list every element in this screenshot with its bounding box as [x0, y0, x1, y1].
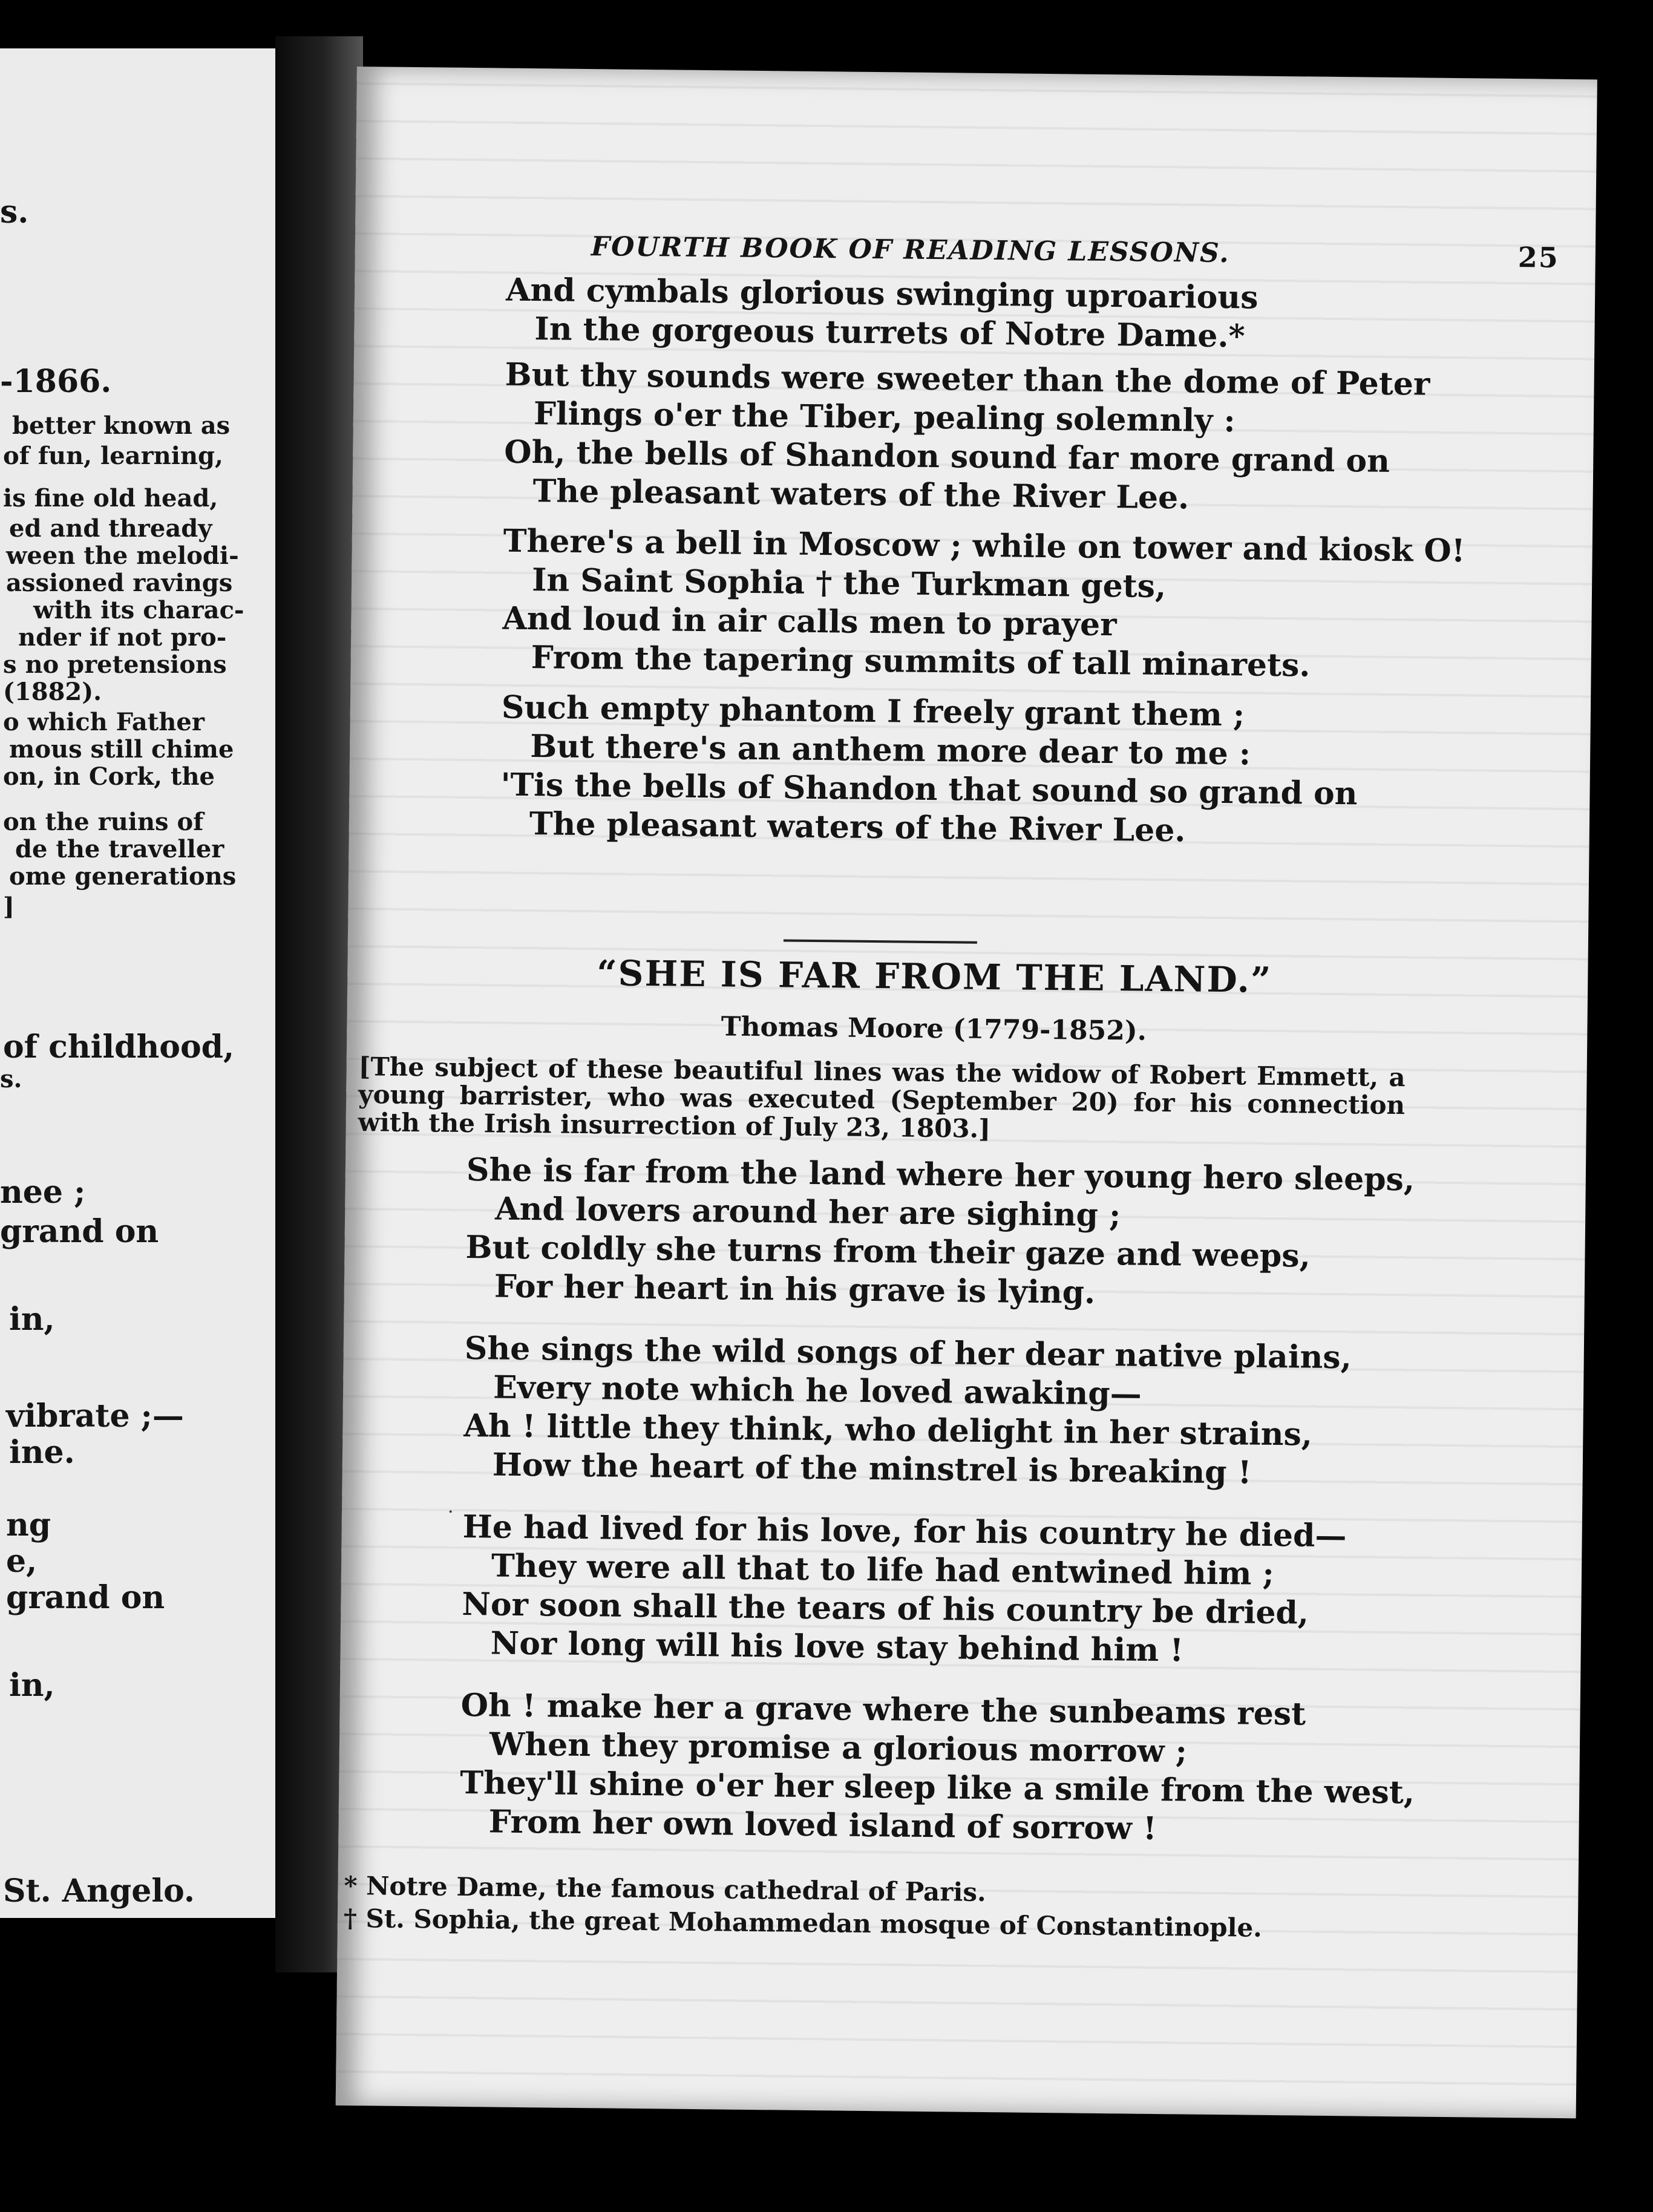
verse-line: 'Tis the bells of Shandon that sound so grand on	[500, 766, 1358, 813]
previous-page-text-fragment: (1882).	[3, 678, 102, 706]
previous-page-text-fragment: is fine old head,	[3, 484, 218, 512]
previous-page-text-fragment: ng	[6, 1507, 51, 1543]
verse-line: But coldly she turns from their gaze and weeps,	[465, 1228, 1311, 1275]
verse-line: The pleasant waters of the River Lee.	[532, 473, 1190, 517]
previous-page-text-fragment: in,	[9, 1667, 55, 1704]
previous-page-text-fragment: ine.	[9, 1434, 75, 1471]
verse-line: Every note which he loved awaking—	[493, 1369, 1142, 1413]
previous-page-text-fragment: better known as	[12, 411, 231, 440]
shandon-stanza	[502, 522, 1465, 687]
verse-line: There's a bell in Moscow ; while on tower and kiosk O!	[503, 522, 1465, 570]
previous-page-text-fragment: in,	[9, 1301, 55, 1338]
verse-line: Ah ! little they think, who delight in her strains,	[463, 1407, 1313, 1453]
previous-page-text-fragment: St. Angelo.	[3, 1873, 195, 1909]
verse-line: Such empty phantom I freely grant them ;	[501, 689, 1245, 734]
verse-line: He had lived for his love, for his country he died—	[462, 1508, 1347, 1555]
previous-page-text-fragment: ome generations	[9, 862, 237, 891]
previous-page-text-fragment: grand on	[0, 1213, 159, 1250]
verse-line: Flings o'er the Tiber, pealing solemnly :	[533, 395, 1236, 440]
previous-page-text-fragment: ed and thready	[9, 514, 212, 543]
poem-stanza	[459, 1686, 1415, 1851]
previous-page-text-fragment: of childhood,	[3, 1029, 235, 1065]
ink-speck: ·	[447, 1501, 454, 1523]
previous-page-text-fragment: on the ruins of	[3, 808, 204, 836]
previous-page-text-fragment: vibrate ;—	[6, 1398, 184, 1435]
previous-page-text-fragment: de the traveller	[15, 835, 224, 863]
verse-line: They were all that to life had entwined him ;	[491, 1547, 1275, 1593]
footnotes	[344, 1870, 1433, 1946]
poem-stanza	[463, 1329, 1352, 1493]
shandon-stanza	[503, 356, 1430, 520]
footnote: * Notre Dame, the famous cathedral of Paris.	[344, 1870, 986, 1908]
verse-line: When they promise a glorious morrow ;	[489, 1726, 1188, 1770]
footnote: † St. Sophia, the great Mohammedan mosque of Constantinople.	[343, 1903, 1263, 1943]
verse-line: In Saint Sophia † the Turkman gets,	[531, 561, 1167, 606]
verse-line: How the heart of the minstrel is breaking !	[492, 1446, 1252, 1491]
previous-page-text-fragment: o which Father	[3, 708, 205, 736]
previous-page-text-fragment: s.	[0, 1065, 22, 1093]
previous-page-fragment	[0, 48, 275, 1918]
verse-line: Nor long will his love stay behind him !	[490, 1625, 1184, 1669]
previous-page-text-fragment: s no pretensions	[3, 650, 227, 679]
poem-stanza	[461, 1508, 1346, 1672]
verse-line: The pleasant waters of the River Lee.	[529, 805, 1186, 849]
previous-page-text-fragment: grand on	[6, 1579, 165, 1616]
poem-stanza	[465, 1151, 1415, 1315]
verse-line: Nor soon shall the tears of his country be dried,	[462, 1585, 1309, 1632]
previous-page-text-fragment: nder if not pro-	[18, 623, 227, 652]
verse-line: And cymbals glorious swinging uproarious	[505, 271, 1259, 316]
verse-line: Oh, the bells of Shandon sound far more grand on	[504, 433, 1390, 480]
previous-page-text-fragment: e,	[6, 1543, 38, 1580]
previous-page-text-fragment: nee ;	[0, 1174, 86, 1211]
poem-intro-note: [The subject of these beautiful lines was the widow of Robert Emmett, a young barrister, who was executed (September 20) for his connection with the Irish insurrection of July 23, 1803.]	[358, 1052, 1406, 1144]
previous-page-text-fragment: of fun, learning,	[3, 442, 223, 470]
verse-line: In the gorgeous turrets of Notre Dame.*	[534, 310, 1245, 355]
previous-page-text-fragment: ween the melodi-	[6, 542, 239, 570]
verse-line: But there's an anthem more dear to me :	[529, 728, 1251, 773]
running-title: FOURTH BOOK OF READING LESSONS.	[591, 231, 1230, 269]
verse-line: And loud in air calls men to prayer	[502, 600, 1117, 644]
verse-line: But thy sounds were sweeter than the dome of Peter	[505, 356, 1430, 403]
verse-line: She is far from the land where her young hero sleeps,	[466, 1151, 1415, 1199]
previous-page-text-fragment: on, in Cork, the	[3, 762, 215, 791]
poem-title: “SHE IS FAR FROM THE LAND.”	[596, 952, 1272, 1001]
verse-line: She sings the wild songs of her dear native plains,	[464, 1329, 1352, 1376]
shandon-stanza	[505, 271, 1259, 356]
verse-line: From her own loved island of sorrow !	[488, 1803, 1157, 1847]
book-page	[336, 67, 1597, 2118]
previous-page-text-fragment: with its charac-	[33, 596, 244, 624]
verse-line: And lovers around her are sighing ;	[494, 1190, 1121, 1234]
previous-page-text-fragment: -1866.	[0, 363, 112, 400]
poem-author: Thomas Moore (1779-1852).	[721, 1011, 1147, 1047]
verse-line: For her heart in his grave is lying.	[494, 1268, 1096, 1311]
verse-line: Oh ! make her a grave where the sunbeams rest	[460, 1686, 1306, 1733]
page-number: 25	[1517, 241, 1560, 274]
shandon-stanza	[500, 689, 1359, 852]
verse-line: They'll shine o'er her sleep like a smile from the west,	[459, 1764, 1415, 1811]
verse-line: From the tapering summits of tall minarets.	[531, 639, 1311, 684]
previous-page-text-fragment: assioned ravings	[6, 569, 233, 597]
previous-page-text-fragment: s.	[0, 194, 29, 231]
previous-page-text-fragment: ]	[3, 892, 15, 921]
previous-page-text-fragment: mous still chime	[9, 735, 234, 764]
